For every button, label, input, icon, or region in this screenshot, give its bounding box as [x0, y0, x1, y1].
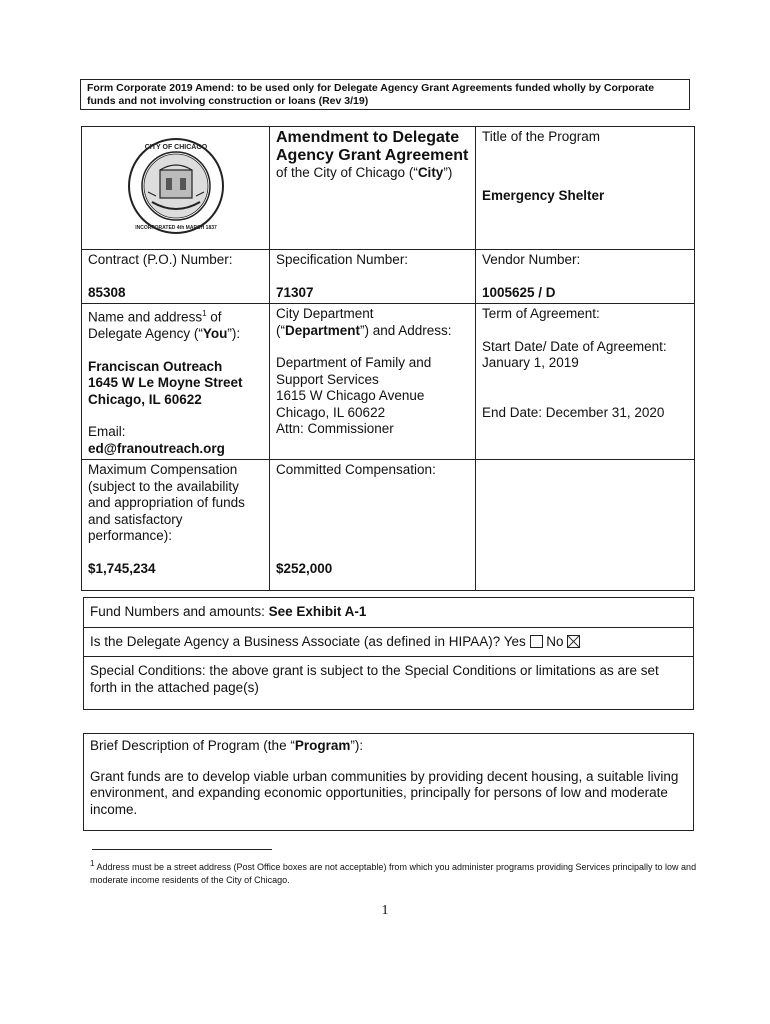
specification-number: 71307 — [276, 284, 314, 300]
agency-email: ed@franoutreach.org — [88, 440, 225, 456]
vendor-cell — [476, 250, 695, 304]
max-comp-line4: and satisfactory — [88, 511, 183, 527]
empty-cell — [476, 460, 695, 591]
program-desc-text: Grant funds are to develop viable urban communities by providing decent housing, a suitable living environment, and expanding economic opportunities, principally for persons of low and moderate income. — [90, 768, 679, 817]
seal-bottom-text: INCORPORATED 4th MARCH 1837 — [134, 224, 217, 231]
program-title-value: Emergency Shelter — [482, 187, 605, 203]
program-title-label: Title of the Program — [482, 129, 601, 144]
doc-title-line1: Amendment to Delegate — [276, 129, 460, 146]
doc-title-sub: of the City of Chicago (“City”) — [276, 165, 453, 180]
max-comp-line2: (subject to the availability — [88, 478, 239, 494]
term-start-label: Start Date/ Date of Agreement: — [482, 338, 667, 354]
department-cell: City Department (“Department”) and Address: Department of Family and Support Services 1615 W Chicago Avenue Chicago, IL 60622 Attn: Commissioner — [270, 304, 476, 460]
program-description-box — [83, 733, 694, 831]
term-end-date: End Date: December 31, 2020 — [482, 404, 665, 420]
term-start-date: January 1, 2019 — [482, 355, 579, 370]
program-title-cell — [476, 127, 695, 250]
max-comp-line5: performance): — [88, 528, 173, 543]
term-cell — [476, 304, 695, 460]
department-line4: Chicago, IL 60622 — [276, 404, 386, 420]
conditions-box — [83, 597, 694, 710]
vendor-label: Vendor Number: — [482, 252, 581, 267]
max-comp-value: $1,745,234 — [88, 560, 156, 576]
department-line3: 1615 W Chicago Avenue — [276, 388, 425, 403]
agency-city: Chicago, IL 60622 — [88, 391, 202, 407]
special-conditions-row: Special Conditions: the above grant is subject to the Special Conditions or limitations as are set forth in the attached page(s) — [84, 656, 693, 709]
department-line5: Attn: Commissioner — [276, 421, 394, 436]
hipaa-yes-checkbox[interactable] — [530, 635, 543, 648]
footnote-rule — [92, 849, 272, 850]
department-label: City Department — [276, 306, 374, 321]
max-compensation-cell — [82, 460, 270, 591]
agency-email-label: Email: — [88, 424, 126, 439]
contract-cell — [82, 250, 270, 304]
doc-title-line2: Agency Grant Agreement — [276, 147, 469, 164]
program-desc-label: Brief Description of Program (the “Program”): — [90, 738, 364, 753]
max-comp-line3: and appropriation of funds — [88, 495, 245, 510]
contract-label: Contract (P.O.) Number: — [88, 252, 233, 267]
footnote: $^1$ Address must be a street address (Post Office boxes are not acceptable) from which you administer programs providing Services principally to low and moderate income residents of the City of Chicago. — [90, 859, 697, 885]
delegate-agency-label: Name and address$^1$ of — [88, 309, 222, 325]
specification-label: Specification Number: — [276, 252, 409, 267]
agreement-table — [81, 126, 695, 591]
form-header: Form Corporate 2019 Amend: to be used only for Delegate Agency Grant Agreements funded wholly by Corporate funds and not involving construction or loans (Rev 3/19) — [80, 79, 690, 110]
page-number: 1 — [381, 903, 389, 918]
specification-cell — [270, 250, 476, 304]
term-label: Term of Agreement: — [482, 306, 600, 321]
agency-street: 1645 W Le Moyne Street — [88, 375, 243, 390]
fund-numbers-row: Fund Numbers and amounts: See Exhibit A-1 — [90, 604, 367, 619]
contract-number: 85308 — [88, 284, 126, 300]
committed-compensation-cell — [270, 460, 476, 591]
department-line1: Department of Family and — [276, 355, 432, 370]
agency-name: Franciscan Outreach — [88, 358, 223, 374]
doc-title-cell — [270, 127, 476, 250]
committed-comp-value: $252,000 — [276, 560, 333, 576]
hipaa-no-checkbox[interactable] — [567, 635, 580, 648]
committed-comp-label: Committed Compensation: — [276, 462, 436, 477]
max-comp-line1: Maximum Compensation — [88, 462, 238, 477]
city-of-chicago-seal-icon — [126, 136, 226, 236]
seal-ring-text: CITY OF CHICAGO — [144, 143, 207, 151]
delegate-agency-cell: Name and address$^1$ of Delegate Agency (“You”): Franciscan Outreach 1645 W Le Moyne Street Chicago, IL 60622 Email: ed@franoutreach.org — [82, 304, 270, 460]
hipaa-row: Is the Delegate Agency a Business Associate (as defined in HIPAA)? Yes No — [84, 627, 693, 657]
seal-cell — [82, 127, 270, 250]
vendor-number: 1005625 / D — [482, 284, 556, 300]
department-line2: Support Services — [276, 371, 379, 387]
